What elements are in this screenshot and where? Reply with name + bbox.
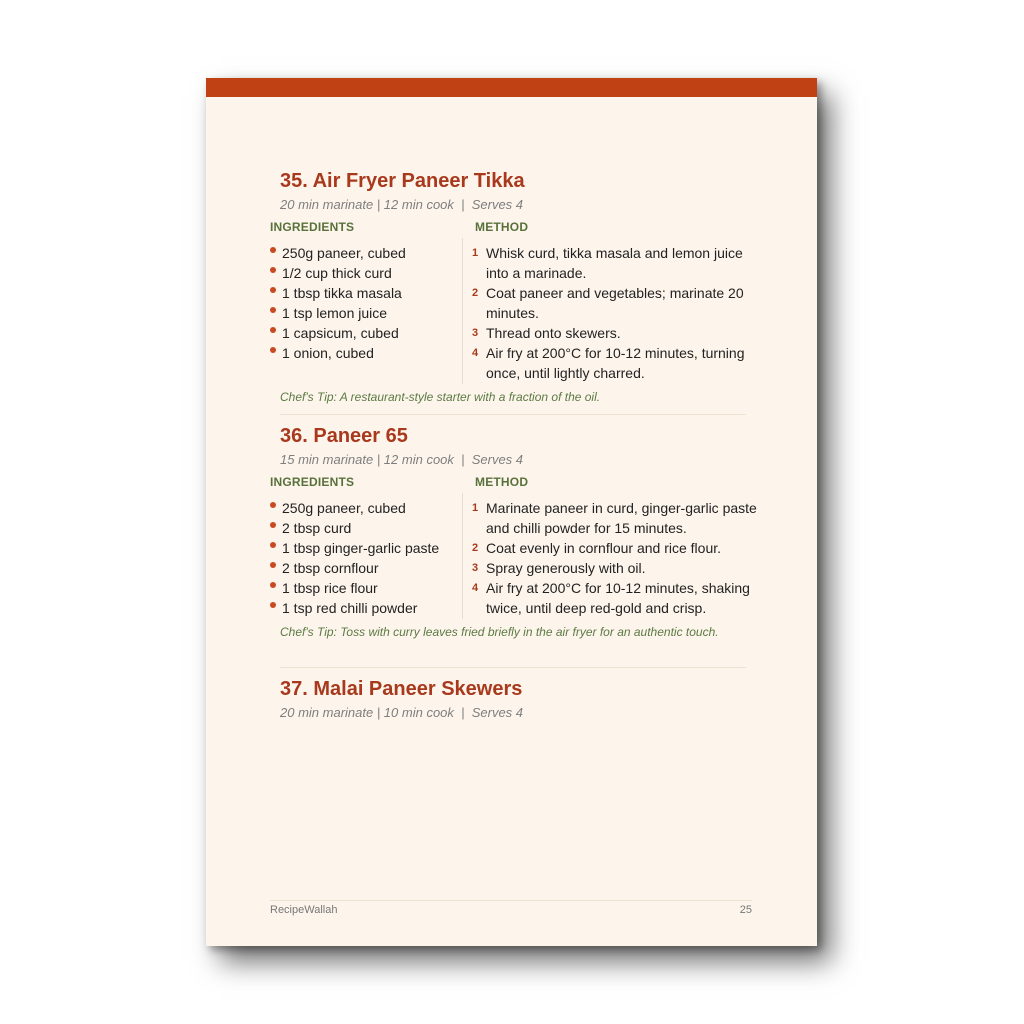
step-number: 3	[472, 327, 479, 339]
ingredient-item	[270, 518, 455, 538]
ingredient-item	[270, 598, 455, 618]
step-text: Coat evenly in cornflour and rice flour.	[486, 540, 722, 556]
recipe-meta: 20 min marinate | 10 min cook | Serves 4	[280, 705, 524, 720]
method-step	[472, 578, 757, 618]
footer-brand: RecipeWallah	[270, 904, 338, 916]
step-number: 3	[472, 562, 479, 574]
ingredient-item	[270, 578, 455, 598]
recipe-divider	[280, 667, 746, 668]
method-list	[472, 243, 757, 383]
method-step	[472, 283, 757, 323]
bullet-dot	[270, 602, 276, 608]
bullet-dot	[270, 522, 276, 528]
recipe-title: 36. Paneer 65	[280, 425, 408, 447]
ingredient-text: 250g paneer, cubed	[282, 245, 406, 261]
ingredient-item	[270, 283, 455, 303]
ingredient-item	[270, 343, 455, 363]
chef-tip: Chef's Tip: A restaurant-style starter with a fraction of the oil.	[280, 390, 601, 404]
step-text: Air fry at 200°C for 10-12 minutes, turning once, until lightly charred.	[486, 345, 745, 381]
ingredient-item	[270, 243, 455, 263]
ingredient-text: 2 tbsp cornflour	[282, 560, 379, 576]
ingredient-text: 1 tbsp tikka masala	[282, 285, 402, 301]
ingredient-item	[270, 558, 455, 578]
recipe-title: 37. Malai Paneer Skewers	[280, 678, 523, 700]
step-number: 4	[472, 347, 479, 359]
method-step	[472, 558, 757, 578]
ingredient-text: 1 tbsp ginger-garlic paste	[282, 540, 440, 556]
step-text: Marinate paneer in curd, ginger-garlic paste and chilli powder for 15 minutes.	[486, 500, 757, 536]
recipe-meta: 20 min marinate | 12 min cook | Serves 4	[280, 197, 524, 212]
bullet-dot	[270, 582, 276, 588]
ingredient-text: 1 onion, cubed	[282, 345, 374, 361]
ingredients-list	[270, 243, 455, 363]
header-band	[206, 78, 817, 97]
bullet-dot	[270, 347, 276, 353]
ingredient-text: 1 tsp lemon juice	[282, 305, 388, 321]
ingredients-list	[270, 498, 455, 618]
bullet-dot	[270, 327, 276, 333]
ingredient-item	[270, 498, 455, 518]
ingredient-text: 1 capsicum, cubed	[282, 325, 399, 341]
ingredient-text: 250g paneer, cubed	[282, 500, 406, 516]
step-number: 2	[472, 542, 479, 554]
column-divider	[462, 493, 463, 619]
method-step	[472, 498, 757, 538]
step-text: Thread onto skewers.	[486, 325, 621, 341]
step-text: Coat paneer and vegetables; marinate 20 minutes.	[486, 285, 744, 321]
cookbook-page	[206, 78, 817, 946]
chef-tip: Chef's Tip: Toss with curry leaves fried briefly in the air fryer for an authentic touch.	[280, 625, 719, 639]
ingredients-heading: INGREDIENTS	[270, 475, 355, 489]
step-number: 4	[472, 582, 479, 594]
bullet-dot	[270, 247, 276, 253]
ingredient-item	[270, 323, 455, 343]
method-heading: METHOD	[475, 475, 529, 489]
bullet-dot	[270, 307, 276, 313]
bullet-dot	[270, 562, 276, 568]
bullet-dot	[270, 287, 276, 293]
step-text: Whisk curd, tikka masala and lemon juice into a marinade.	[486, 245, 743, 281]
ingredient-text: 1 tbsp rice flour	[282, 580, 378, 596]
step-text: Spray generously with oil.	[486, 560, 646, 576]
footer-divider	[270, 900, 752, 901]
ingredients-heading: INGREDIENTS	[270, 220, 355, 234]
column-divider	[462, 238, 463, 384]
step-text: Air fry at 200°C for 10-12 minutes, shaking twice, until deep red-gold and crisp.	[486, 580, 750, 616]
ingredient-item	[270, 303, 455, 323]
recipe-meta: 15 min marinate | 12 min cook | Serves 4	[280, 452, 524, 467]
method-step	[472, 343, 757, 383]
recipe-divider	[280, 414, 746, 415]
page-number: 25	[739, 904, 752, 916]
bullet-dot	[270, 267, 276, 273]
method-heading: METHOD	[475, 220, 529, 234]
step-number: 2	[472, 287, 479, 299]
ingredient-text: 2 tbsp curd	[282, 520, 352, 536]
ingredient-text: 1/2 cup thick curd	[282, 265, 392, 281]
method-step	[472, 538, 757, 558]
ingredient-item	[270, 263, 455, 283]
bullet-dot	[270, 542, 276, 548]
ingredient-text: 1 tsp red chilli powder	[282, 600, 418, 616]
method-step	[472, 323, 757, 343]
recipe-title: 35. Air Fryer Paneer Tikka	[280, 170, 525, 192]
ingredient-item	[270, 538, 455, 558]
bullet-dot	[270, 502, 276, 508]
step-number: 1	[472, 247, 479, 259]
step-number: 1	[472, 502, 479, 514]
method-list	[472, 498, 757, 618]
method-step	[472, 243, 757, 283]
